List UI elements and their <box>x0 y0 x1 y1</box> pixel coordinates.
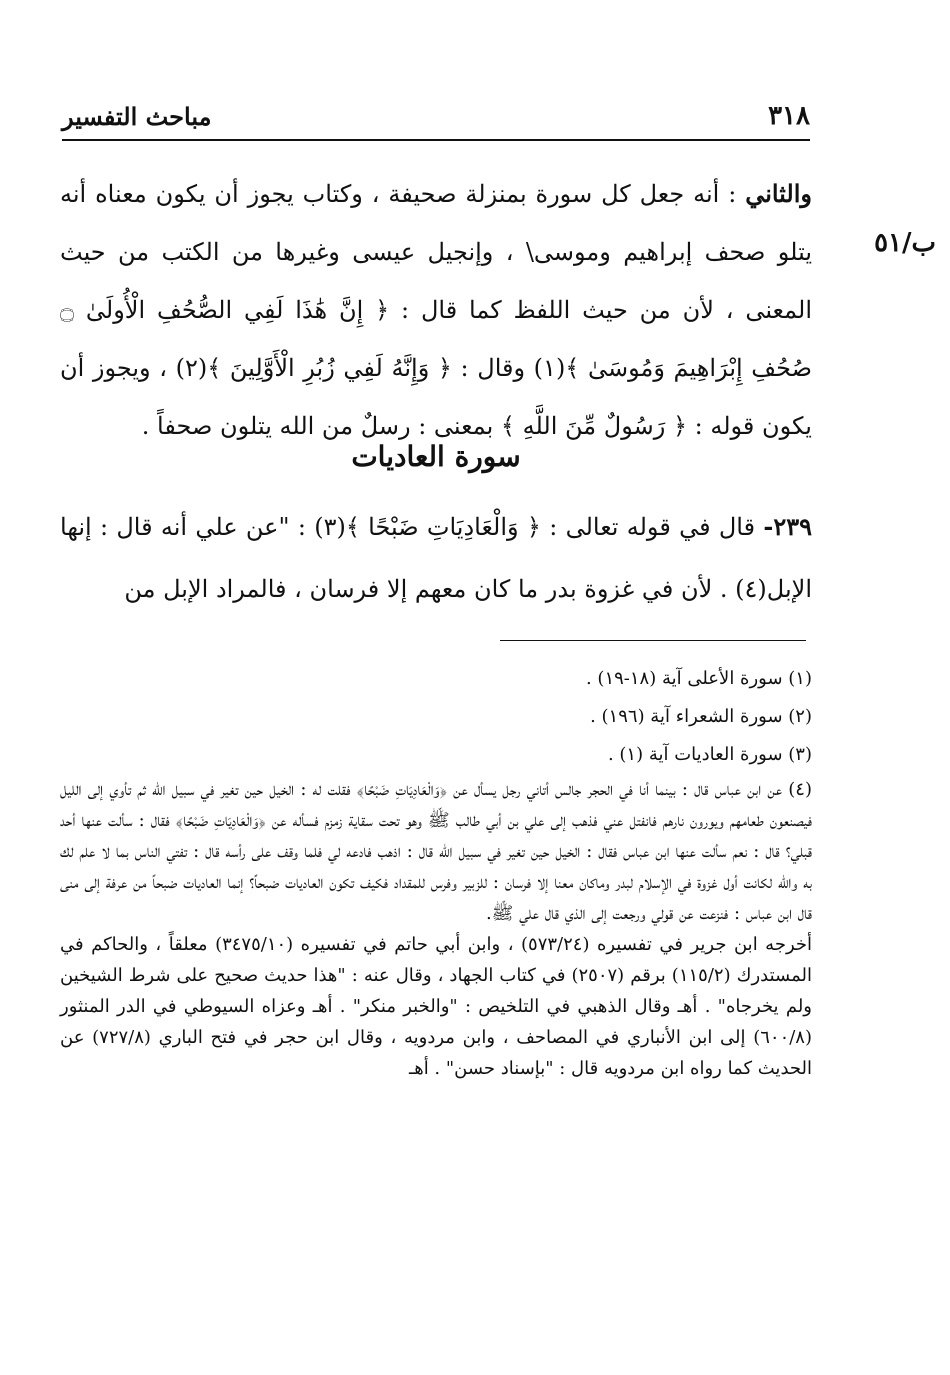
footnote-4: (٤) عن ابن عباس قال : بينما أنا في الحجر جالس أتاني رجل يسأل عن ﴿وَالْعَادِيَاتِ ضَبْحًا﴾ فقلت له : الخيل حين تغير في سبيل الله ثم تأوي إلى الليل فيصنعون طعامهم ويورون نارهم فانفتل عني فذهب إلى علي بن أبي طالب ﷺ وهو تحت سقاية زمزم فسأله عن ﴿وَالْعَادِيَاتِ ضَبْحًا﴾ فقال : سألت عنها أحد قبلي؟ قال : نعم سألت عنها ابن عباس فقال : الخيل حين تغير في سبيل الله قال : اذهب فادعه لي فلما وقف على رأسه قال : تفتي الناس بما لا علم لك به والله لكانت أول غزوة في الإسلام لبدر وماكان معنا إلا فرسان : للزبير وفرس للمقداد فكيف تكون العاديات ضبحاً؟ إنما العاديات ضبحاً من عرفة إلى منى قال ابن عباس : فنزعت عن قولي ورجعت إلى الذي قال علي ﷺ. <box>60 779 812 924</box>
header-rule <box>62 139 810 141</box>
running-title: مباحث التفسير <box>62 101 212 131</box>
footnote-3: (٣) سورة العاديات آية (١) . <box>607 744 812 765</box>
footnotes <box>60 660 812 1084</box>
passage-number: ٢٣٩- <box>763 512 812 541</box>
page-number: ٣١٨ <box>768 101 810 131</box>
paragraph-lead: والثاني <box>745 179 812 208</box>
body-paragraph <box>60 165 812 455</box>
paragraph-text: : أنه جعل كل سورة بمنزلة صحيفة ، وكتاب يجوز أن يكون معناه أنه يتلو صحف إبراهيم وموسى\ ، وإنجيل عيسى وغيرها من الكتب من حيث المعنى ، لأن من حيث اللفظ كما قال : ﴿ إِنَّ هَٰذَا لَفِي الصُّحُفِ الْأُولَىٰ ۝ صُحُفِ إِبْرَاهِيمَ وَمُوسَىٰ ﴾(١) وقال : ﴿ وَإِنَّهُ لَفِي زُبُرِ الْأَوَّلِينَ ﴾(٢) ، ويجوز أن يكون قوله : ﴿ رَسُولٌ مِّنَ اللَّهِ ﴾ بمعنى : رسلٌ من الله يتلون صحفاً . <box>60 180 813 440</box>
footnote-4-sources: أخرجه ابن جرير في تفسيره (٥٧٣/٢٤) ، وابن أبي حاتم في تفسيره (٣٤٧٥/١٠) معلقاً ، والحاكم في المستدرك (١١٥/٢) برقم (٢٥٠٧) في كتاب الجهاد ، وقال عنه : "هذا حديث صحيح على شرط الشيخين ولم يخرجاه" . أهـ وقال الذهبي في التلخيص : "والخبر منكر" . أهـ وعزاه السيوطي في الدر المنثور (٦٠٠/٨) إلى ابن الأنباري في المصاحف ، وابن مردويه ، وقال ابن حجر في فتح الباري (٧٢٧/٨) عن الحديث كما رواه ابن مردويه قال : "بإسناد حسن" . أهـ <box>60 934 813 1079</box>
footnote-separator <box>500 640 806 641</box>
passage-text: قال في قوله تعالى : ﴿ وَالْعَادِيَاتِ ضَبْحًا ﴾(٣) : "عن علي أنه قال : إنها الإبل(٤) . لأن في غزوة بدر ما كان معهم إلا فرسان ، فالمراد الإبل من <box>60 513 812 603</box>
footnote-2: (٢) سورة الشعراء آية (١٩٦) . <box>590 706 812 727</box>
sura-heading: سورة العاديات <box>351 440 521 473</box>
footnote-1: (١) سورة الأعلى آية (١٨-١٩) . <box>585 668 812 689</box>
page-header <box>62 95 810 137</box>
margin-folio-note: ب/٥١ <box>874 228 936 258</box>
numbered-passage <box>60 496 812 620</box>
